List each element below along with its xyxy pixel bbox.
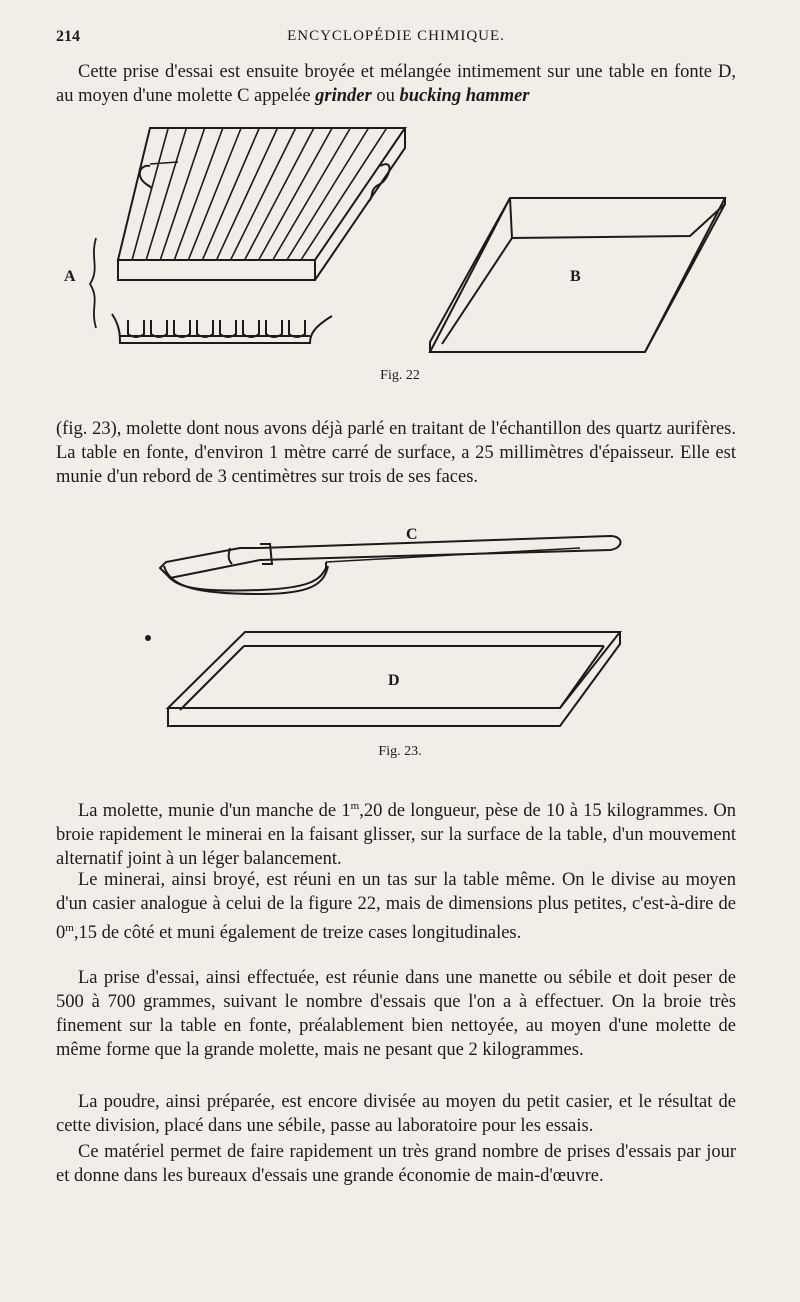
label-d: D <box>388 672 400 689</box>
figure-23-drawing <box>140 520 660 750</box>
riffle-slat <box>259 128 332 260</box>
riffle-slat <box>245 128 314 260</box>
label-c: C <box>406 526 418 543</box>
riffle-box-a <box>118 128 405 280</box>
paragraph-molette: La molette, munie d'un manche de 1$^m$,20 de longueur, pèse de 10 à 15 kilogrammes. On broie rapidement le minerai en la faisant glisser, sur la surface de la table, d'un mouvement alternatif joint à un léger balancement. <box>56 800 736 870</box>
riffle-cup <box>197 320 213 337</box>
ink-dot <box>145 635 151 641</box>
riffle-cup <box>289 320 305 337</box>
riffle-cup <box>220 320 236 337</box>
term-bucking-hammer: bucking hammer <box>399 86 530 106</box>
paragraph-materiel: Ce matériel permet de faire rapidement un très grand nombre de prises d'essais par jour et donne dans les bureaux d'essais une grande économie de main-d'œuvre. <box>56 1142 736 1186</box>
paragraph-poudre: La poudre, ainsi préparée, est encore divisée au moyen du petit casier, et le résultat de cette division, placé dans une sébile, passe au laboratoire pour les essais. <box>56 1092 736 1136</box>
riffle-slat <box>202 128 259 260</box>
label-b: B <box>570 268 581 285</box>
figure-23 <box>140 520 660 770</box>
riffle-cup <box>243 320 259 337</box>
page-header <box>56 28 736 52</box>
riffle-slat <box>217 128 278 260</box>
riffle-slat <box>231 128 296 260</box>
running-title: ENCYCLOPÉDIE CHIMIQUE. <box>287 28 505 44</box>
term-grinder: grinder <box>315 86 372 106</box>
riffle-cup <box>128 320 144 337</box>
riffle-cup <box>151 320 167 337</box>
label-a: A <box>64 268 76 285</box>
bracket-a <box>90 238 96 328</box>
riffle-slat <box>188 128 241 260</box>
intro-connector: ou <box>371 86 400 106</box>
figure-22-caption: Fig. 22 <box>380 368 420 383</box>
riffle-slat <box>273 128 351 260</box>
page-number: 214 <box>56 28 80 45</box>
paragraph-intro <box>56 60 736 108</box>
riffle-cup <box>266 320 282 337</box>
paragraph-prise-essai: La prise d'essai, ainsi effectuée, est réunie dans une manette ou sébile et doit peser de 500 à 700 grammes, suivant le nombre d'essais que l'on a à effectuer. On la broie très finement sur la table en fonte, préalablement bien nettoyée, au moyen d'une molette de même forme que la grande molette, mais ne pesant que 2 kilogrammes. <box>56 968 736 1060</box>
grinder-c <box>160 536 621 594</box>
riffle-box-side-view <box>112 314 332 343</box>
figure-23-caption: Fig. 23. <box>378 744 422 759</box>
figure-22-drawing <box>50 118 750 368</box>
riffle-cup <box>174 320 190 337</box>
paragraph-minerai: Le minerai, ainsi broyé, est réuni en un tas sur la table même. On le divise au moyen d'un casier analogue à celui de la figure 22, mais de dimensions plus petites, c'est-à-dire de 0$^m$,15 de côté et muni également de treize cases longitudinales. <box>56 870 736 944</box>
figure-22 <box>50 118 750 390</box>
paragraph-table-description: (fig. 23), molette dont nous avons déjà parlé en traitant de l'échantillon des quartz aurifères. La table en fonte, d'environ 1 mètre carré de surface, a 25 millimètres d'épaisseur. Elle est munie d'un rebord de 3 centimètres sur trois de ses faces. <box>56 419 736 487</box>
riffle-slat <box>132 128 168 260</box>
intro-text: Cette prise d'essai est ensuite broyée et mélangée intimement sur une table en fonte D, au moyen d'une molette C appelée <box>56 62 736 106</box>
